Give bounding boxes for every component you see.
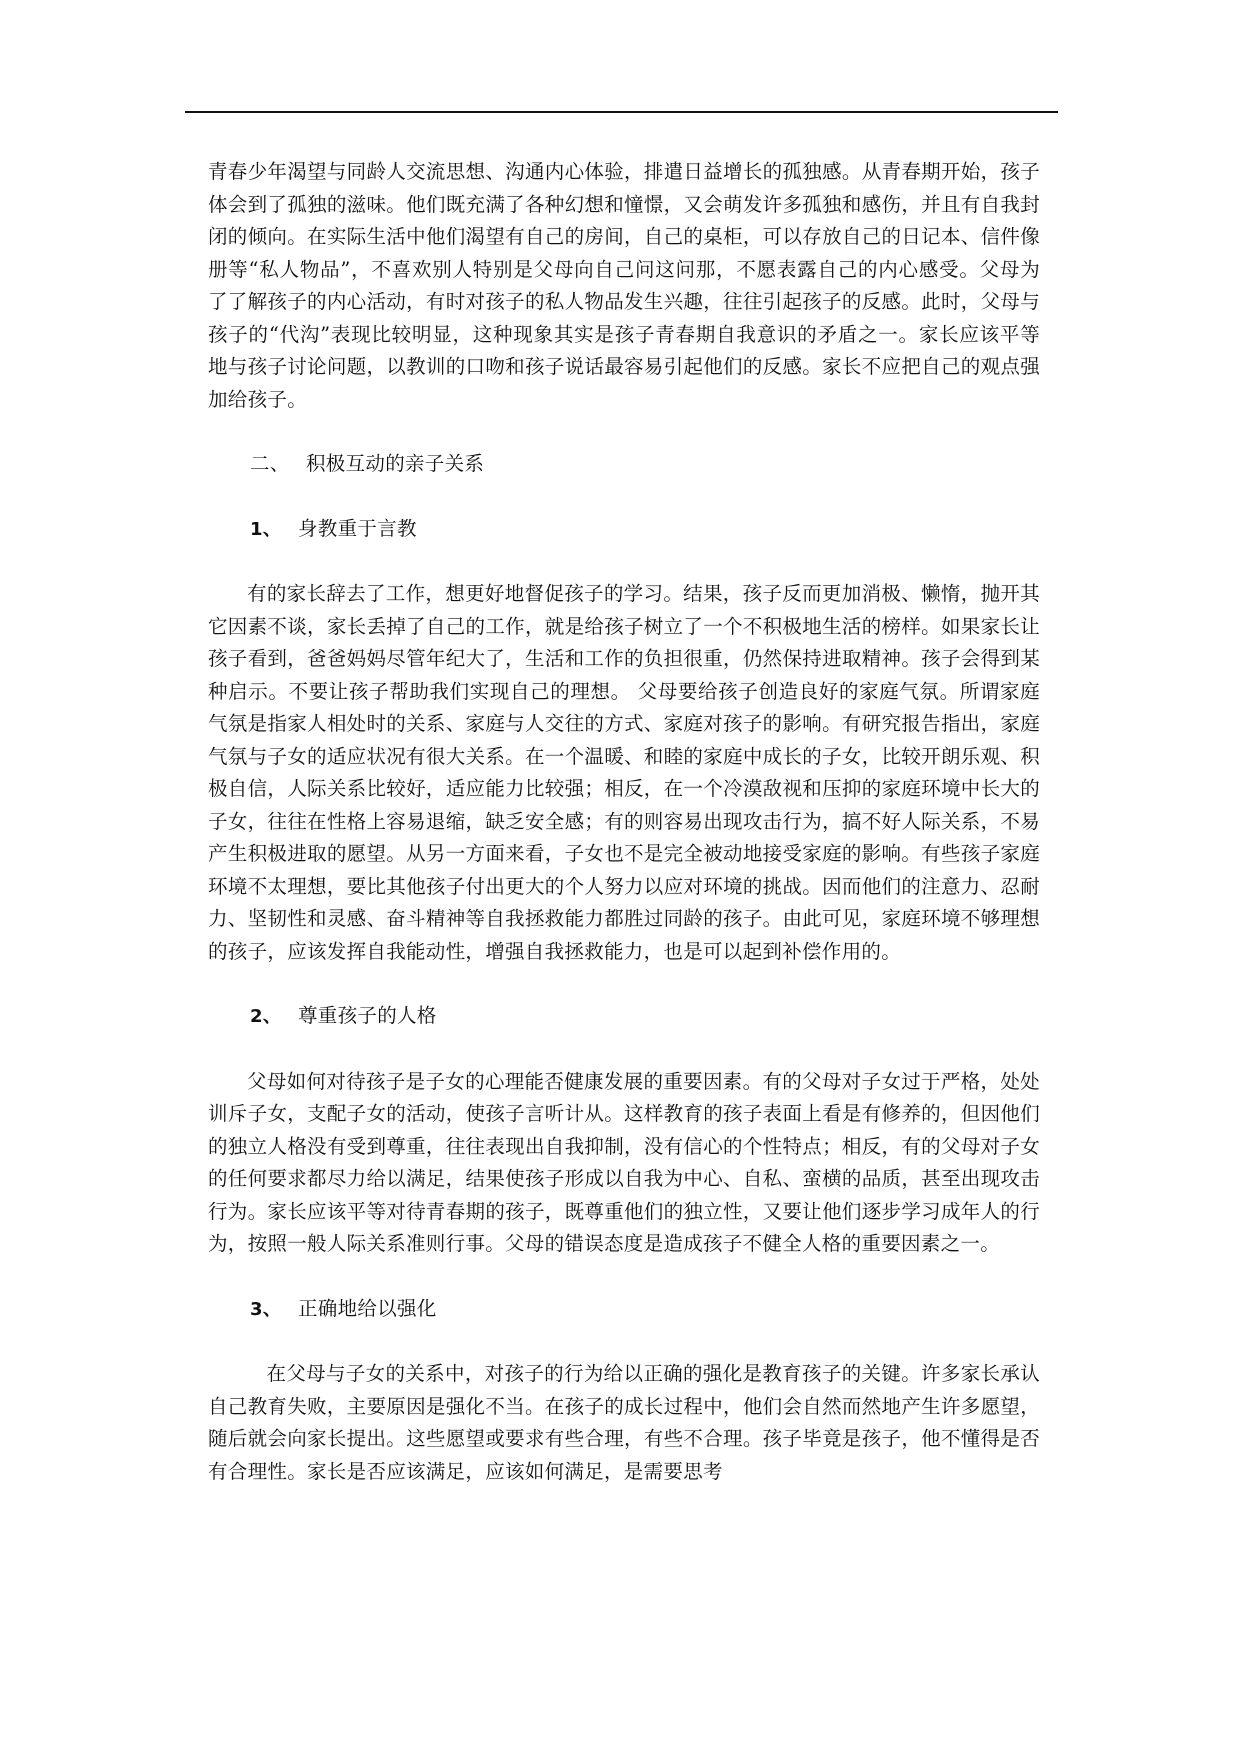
- subsection-number-2: 2、: [250, 1006, 282, 1027]
- subsection-heading-1: [208, 513, 1040, 547]
- section-title: 积极互动的亲子关系: [306, 452, 485, 475]
- intro-paragraph: 青春少年渴望与同龄人交流思想、沟通内心体验，排遣日益增长的孤独感。从青春期开始，孩子体会到了孤独的滋味。他们既充满了各种幻想和憧憬，又会萌发许多孤独和感伤，并且有自我封闭的倾向。在实际生活中他们渴望有自己的房间，自己的桌柜，可以存放自己的日记本、信件像册等“私人物品”，不喜欢别人特别是父母向自己问这问那，不愿表露自己的内心感受。父母为了了解孩子的内心活动，有时对孩子的私人物品发生兴趣，往往引起孩子的反感。此时，父母与孩子的“代沟”表现比较明显，这种现象其实是孩子青春期自我意识的矛盾之一。家长应该平等地与孩子讨论问题，以教训的口吻和孩子说话最容易引起他们的反感。家长不应把自己的观点强加给孩子。: [208, 160, 1040, 411]
- subsection-title-1: 身教重于言教: [298, 516, 417, 540]
- subsection-paragraph-2: 父母如何对待孩子是子女的心理能否健康发展的重要因素。有的父母对子女过于严格，处处训斥子女，支配子女的活动，使孩子言听计从。这样教育的孩子表面上看是有修养的，但因他们的独立人格没有受到尊重，往往表现出自我抑制，没有信心的个性特点；相反，有的父母对子女的任何要求都尽力给以满足，结果使孩子形成以自我为中心、自私、蛮横的品质，甚至出现攻击行为。家长应该平等对待青春期的孩子，既尊重他们的独立性，又要让他们逐步学习成年人的行为，按照一般人际关系准则行事。父母的错误态度是造成孩子不健全人格的重要因素之一。: [208, 1069, 1040, 1255]
- subsection-heading-2: [208, 1000, 1040, 1034]
- subsection-paragraph-1: 有的家长辞去了工作，想更好地督促孩子的学习。结果，孩子反而更加消极、懒惰，抛开其它因素不谈，家长丢掉了自己的工作，就是给孩子树立了一个不积极地生活的榜样。如果家长让孩子看到，爸爸妈妈尽管年纪大了，生活和工作的负担很重，仍然保持进取精神。孩子会得到某种启示。不要让孩子帮助我们实现自己的理想。 父母要给孩子创造良好的家庭气氛。所谓家庭气氛是指家人相处时的关系、家庭与人交往的方式、家庭对孩子的影响。有研究报告指出，家庭气氛与子女的适应状况有很大关系。在一个温暖、和睦的家庭中成长的子女，比较开朗乐观、积极自信，人际关系比较好，适应能力比较强；相反，在一个冷漠敌视和压抑的家庭环境中长大的子女，往往在性格上容易退缩，缺乏安全感；有的则容易出现攻击行为，搞不好人际关系，不易产生积极进取的愿望。从另一方面来看，子女也不是完全被动地接受家庭的影响。有些孩子家庭环境不太理想，要比其他孩子付出更大的个人努力以应对环境的挑战。因而他们的注意力、忍耐力、坚韧性和灵感、奋斗精神等自我拯救能力都胜过同龄的孩子。由此可见，家庭环境不够理想的孩子，应该发挥自我能动性，增强自我拯救能力，也是可以起到补偿作用的。: [208, 582, 1040, 963]
- subsection-number-1: 1、: [250, 518, 282, 540]
- document-body: [208, 156, 1040, 1488]
- section-number: 二、: [250, 452, 290, 475]
- subsection-paragraph-3: 在父母与子女的关系中，对孩子的行为给以正确的强化是教育孩子的关键。许多家长承认自己教育失败，主要原因是强化不当。在孩子的成长过程中，他们会自然而然地产生许多愿望，随后就会向家长提出。这些愿望或要求有些合理，有些不合理。孩子毕竟是孩子，他不懂得是否有合理性。家长是否应该满足，应该如何满足，是需要思考: [208, 1362, 1040, 1483]
- header-rule: [185, 111, 1058, 113]
- section-heading: [208, 448, 1040, 481]
- subsection-heading-3: [208, 1293, 1040, 1327]
- subsection-title-2: 尊重孩子的人格: [298, 1004, 437, 1027]
- subsection-number-3: 3、: [250, 1298, 282, 1320]
- subsection-title-3: 正确地给以强化: [298, 1296, 437, 1320]
